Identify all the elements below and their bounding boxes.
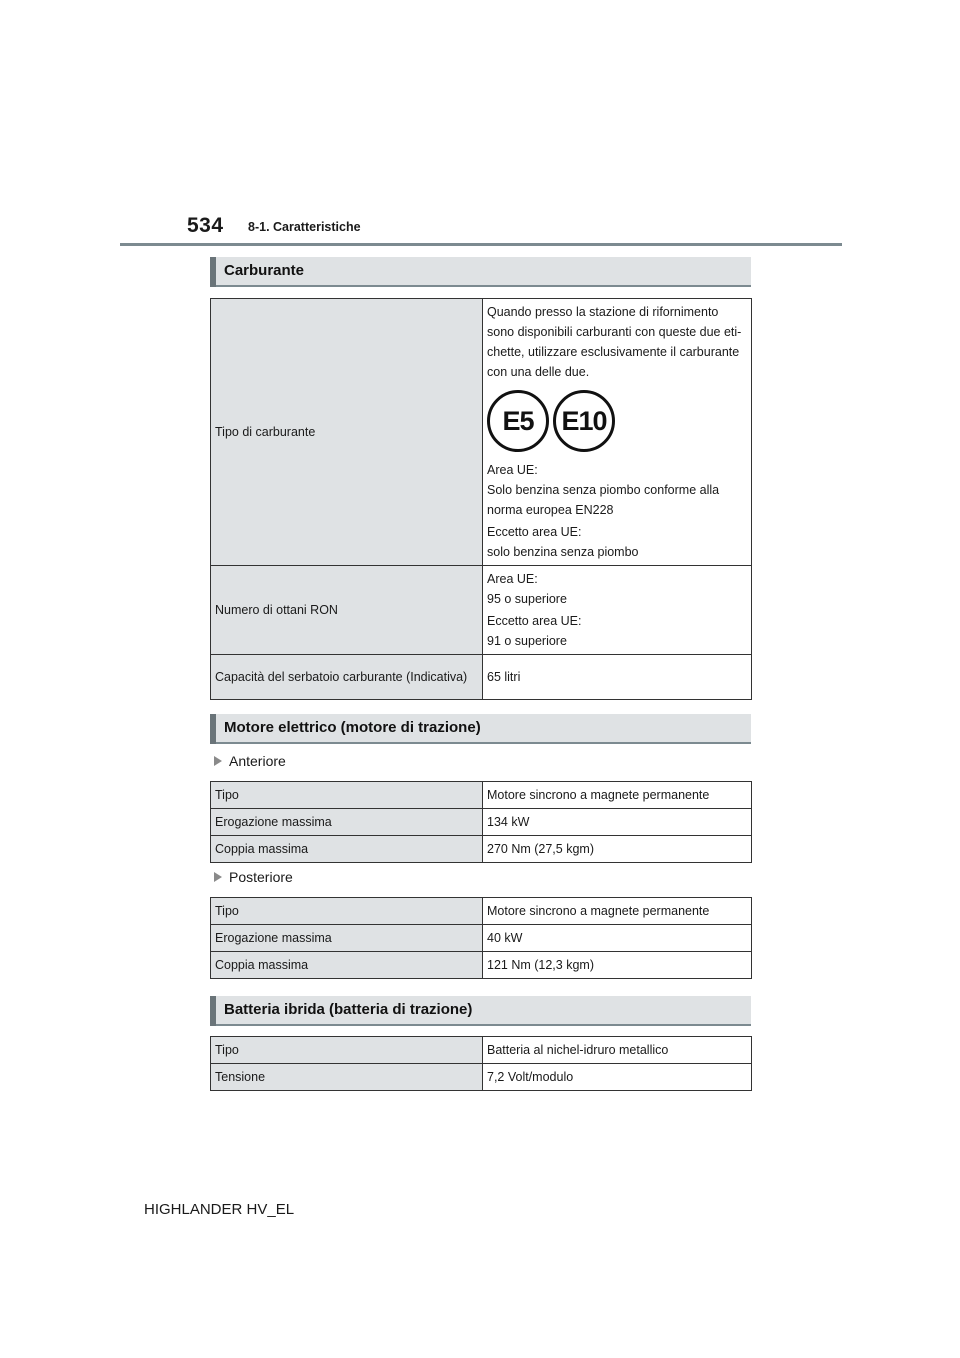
front-type-label: Tipo	[211, 782, 483, 809]
table-row	[211, 299, 752, 566]
table-row	[211, 809, 752, 836]
fuel-table	[210, 298, 752, 700]
rear-motor-table	[210, 897, 752, 979]
rear-power-label: Erogazione massima	[211, 925, 483, 952]
motor-heading-text: Motore elettrico (motore di trazione)	[224, 719, 481, 736]
front-power-value: 134 kW	[483, 809, 752, 836]
battery-table	[210, 1036, 752, 1091]
battery-voltage-value: 7,2 Volt/modulo	[483, 1064, 752, 1091]
rear-motor-subheading	[214, 869, 293, 885]
footer-model-name: HIGHLANDER HV_EL	[144, 1201, 295, 1218]
bullet-triangle-icon	[214, 756, 222, 766]
section-reference: 8-1. Caratteristiche	[248, 220, 361, 234]
front-motor-subheading	[214, 753, 286, 769]
non-eu-area-text: 91 o superiore	[487, 634, 567, 648]
table-row	[211, 925, 752, 952]
non-eu-area-title: Eccetto area UE:	[487, 525, 582, 539]
fuel-type-value	[483, 299, 752, 566]
fuel-labels	[487, 390, 747, 452]
front-type-value: Motore sincrono a magnete permanente	[483, 782, 752, 809]
rear-motor-title: Posteriore	[229, 869, 293, 885]
fuel-type-intro: Quando presso la stazione di rifornimento sono disponibili carburanti con queste due etichette, utilizzare esclusivamente il carburante con una delle due.	[487, 305, 742, 379]
eu-area-text: 95 o superiore	[487, 592, 567, 606]
battery-heading-text: Batteria ibrida (batteria di trazione)	[224, 1001, 473, 1018]
battery-type-value: Batteria al nichel-idruro metallico	[483, 1037, 752, 1064]
table-row	[211, 898, 752, 925]
fuel-heading-text: Carburante	[224, 262, 305, 279]
e5-label-icon: E5	[487, 390, 549, 452]
tank-capacity-value: 65 litri	[483, 655, 752, 700]
fuel-section-heading	[210, 257, 751, 287]
rear-torque-value: 121 Nm (12,3 kgm)	[483, 952, 752, 979]
octane-value	[483, 566, 752, 655]
eu-area-text: Solo benzina senza piombo conforme alla norma europea EN228	[487, 483, 720, 517]
table-row	[211, 1064, 752, 1091]
battery-section-heading	[210, 996, 751, 1026]
table-row	[211, 836, 752, 863]
front-motor-table	[210, 781, 752, 863]
front-torque-label: Coppia massima	[211, 836, 483, 863]
eu-area-title: Area UE:	[487, 572, 538, 586]
table-row	[211, 782, 752, 809]
tank-capacity-label: Capacità del serbatoio carburante (Indicativa)	[211, 655, 483, 700]
rear-type-value: Motore sincrono a magnete permanente	[483, 898, 752, 925]
page-number: 534	[187, 214, 224, 237]
e10-label-icon: E10	[553, 390, 615, 452]
octane-label: Numero di ottani RON	[211, 566, 483, 655]
fuel-type-label: Tipo di carburante	[211, 299, 483, 566]
rear-type-label: Tipo	[211, 898, 483, 925]
bullet-triangle-icon	[214, 872, 222, 882]
front-motor-title: Anteriore	[229, 753, 286, 769]
rear-torque-label: Coppia massima	[211, 952, 483, 979]
motor-section-heading	[210, 714, 751, 744]
eu-area-title: Area UE:	[487, 463, 538, 477]
table-row	[211, 655, 752, 700]
table-row	[211, 566, 752, 655]
front-power-label: Erogazione massima	[211, 809, 483, 836]
header-rule	[120, 243, 842, 246]
table-row	[211, 1037, 752, 1064]
battery-type-label: Tipo	[211, 1037, 483, 1064]
non-eu-area-title: Eccetto area UE:	[487, 614, 582, 628]
non-eu-area-text: solo benzina senza piombo	[487, 545, 639, 559]
front-torque-value: 270 Nm (27,5 kgm)	[483, 836, 752, 863]
table-row	[211, 952, 752, 979]
rear-power-value: 40 kW	[483, 925, 752, 952]
battery-voltage-label: Tensione	[211, 1064, 483, 1091]
